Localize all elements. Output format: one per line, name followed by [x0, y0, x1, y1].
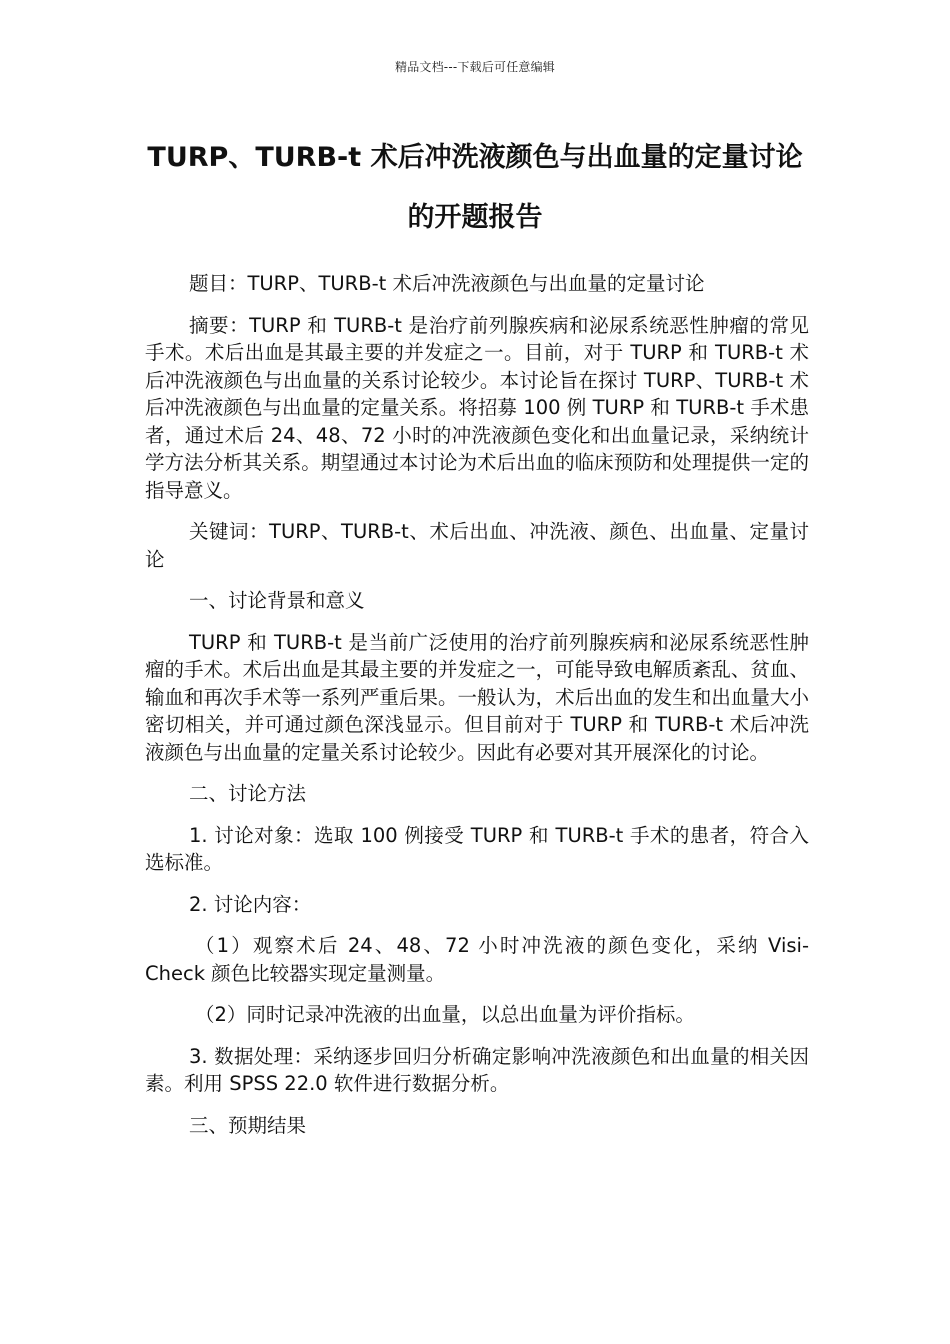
- abstract-paragraph: 摘要：TURP 和 TURB-t 是治疗前列腺疾病和泌尿系统恶性肿瘤的常见手术。术后出血是其最主要的并发症之一。目前，对于 TURP 和 TURB-t 术后冲洗液颜色与出血量的关系讨论较少。本讨论旨在探讨 TURP、TURB-t 术后冲洗液颜色与出血量的定量关系。将招募 100 例 TURP 和 TURB-t 手术患者，通过术后 24、48、72 小时的冲洗液颜色变化和出血量记录，采纳统计学方法分析其关系。期望通过本讨论为术后出血的临床预防和处理提供一定的指导意义。: [145, 313, 809, 502]
- method-content-item-1: （1）观察术后 24、48、72 小时冲洗液的颜色变化，采纳 Visi-Check 颜色比较器实现定量测量。: [145, 934, 809, 985]
- section-heading-background: 一、讨论背景和意义: [189, 589, 365, 612]
- document-body: [145, 270, 809, 1153]
- section-heading-expected-results: 三、预期结果: [189, 1113, 307, 1137]
- keywords-paragraph: 关键词：TURP、TURB-t、术后出血、冲洗液、颜色、出血量、定量讨论: [145, 520, 809, 571]
- background-paragraph: TURP 和 TURB-t 是当前广泛使用的治疗前列腺疾病和泌尿系统恶性肿瘤的手术。术后出血是其最主要的并发症之一，可能导致电解质紊乱、贫血、输血和再次手术等一系列严重后果。一般认为，术后出血的发生和出血量大小密切相关，并可通过颜色深浅显示。但目前对于 TURP 和 TURB-t 术后冲洗液颜色与出血量的定量关系讨论较少。因此有必要对其开展深化的讨论。: [145, 630, 809, 764]
- method-subjects-paragraph: 1. 讨论对象：选取 100 例接受 TURP 和 TURB-t 手术的患者，符合入选标准。: [145, 823, 809, 874]
- method-content-item-2: （2）同时记录冲洗液的出血量，以总出血量为评价指标。: [195, 1003, 695, 1026]
- page-header-note: 精品文档---下载后可任意编辑: [395, 60, 555, 74]
- method-data-processing-paragraph: 3. 数据处理：采纳逐步回归分析确定影响冲洗液颜色和出血量的相关因素。利用 SPSS 22.0 软件进行数据分析。: [145, 1044, 809, 1095]
- section-heading-methods: 二、讨论方法: [189, 782, 307, 805]
- method-content-heading: 2. 讨论内容：: [189, 892, 312, 916]
- topic-paragraph: 题目：TURP、TURB-t 术后冲洗液颜色与出血量的定量讨论: [189, 272, 705, 295]
- document-title: TURP、TURB-t 术后冲洗液颜色与出血量的定量讨论的开题报告: [147, 142, 803, 233]
